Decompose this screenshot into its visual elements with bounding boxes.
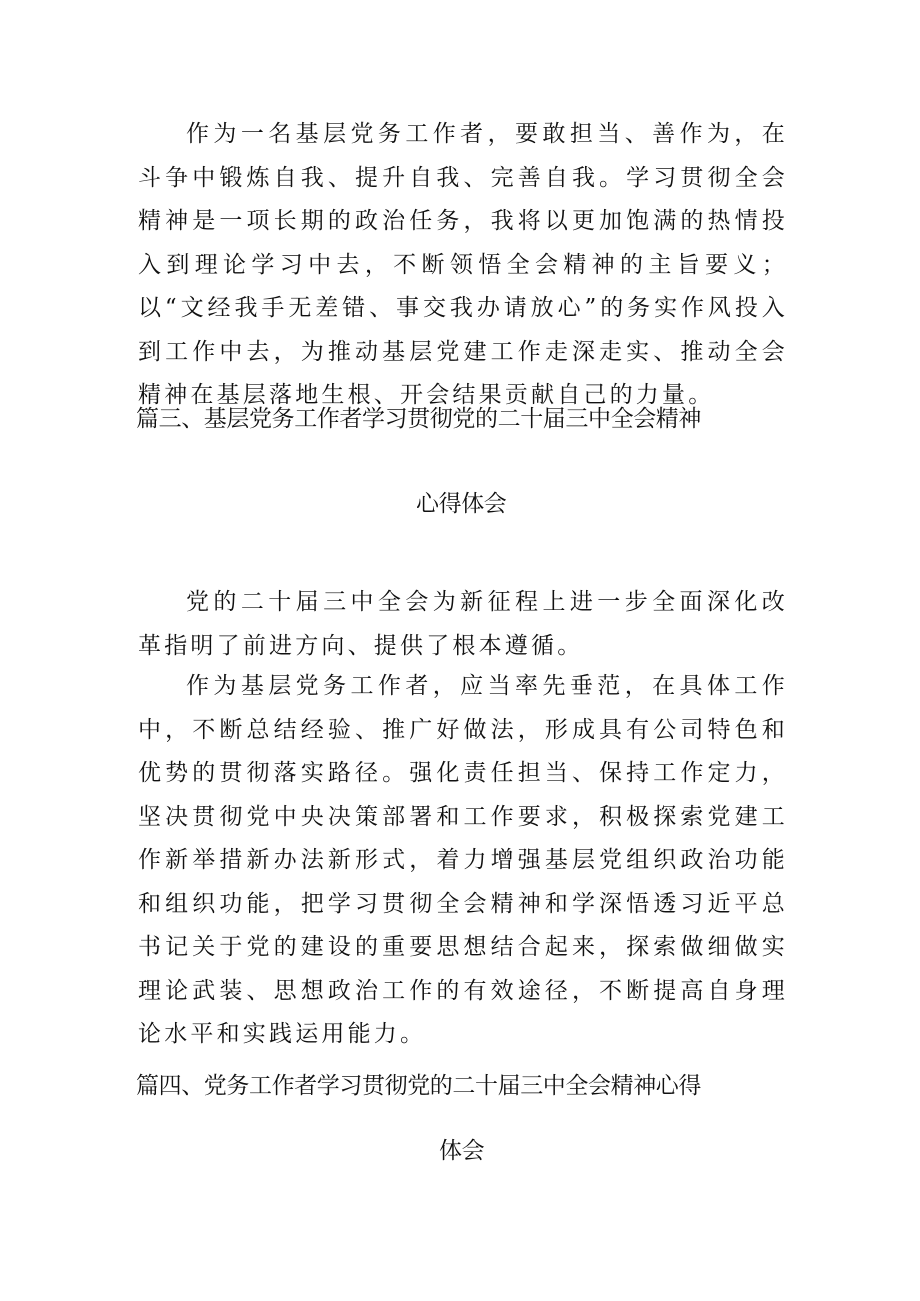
- section-3-title-line-2: 心得体会: [416, 491, 507, 517]
- section-4-title-line-2: 体会: [439, 1138, 485, 1164]
- section-4-title-line-1: 篇四、党务工作者学习贯彻党的二十届三中全会精神心得: [136, 1073, 702, 1099]
- body-paragraph: 党的二十届三中全会为新征程上进一步全面深化改革指明了前进方向、提供了根本遵循。: [138, 589, 788, 659]
- body-paragraph: 作为一名基层党务工作者，要敢担当、善作为，在斗争中锻炼自我、提升自我、完善自我。学习贯彻全会精神是一项长期的政治任务，我将以更加饱满的热情投入到理论学习中去，不断领悟全会精神的主旨要义；以“文经我手无差错、事交我办请放心”的务实作风投入到工作中去，为推动基层党建工作走深走实、推动全会精神在基层落地生根、开会结果贡献自己的力量。: [138, 121, 788, 408]
- section-3-title-line-1: 篇三、基层党务工作者学习贯彻党的二十届三中全会精神: [136, 406, 702, 432]
- body-paragraph: 作为基层党务工作者，应当率先垂范，在具体工作中，不断总结经验、推广好做法，形成具有公司特色和优势的贯彻落实路径。强化责任担当、保持工作定力，坚决贯彻党中央决策部署和工作要求，积极探索党建工作新举措新办法新形式，着力增强基层党组织政治功能和组织功能，把学习贯彻全会精神和学深悟透习近平总书记关于党的建设的重要思想结合起来，探索做细做实理论武装、思想政治工作的有效途径，不断提高自身理论水平和实践运用能力。: [138, 673, 788, 1047]
